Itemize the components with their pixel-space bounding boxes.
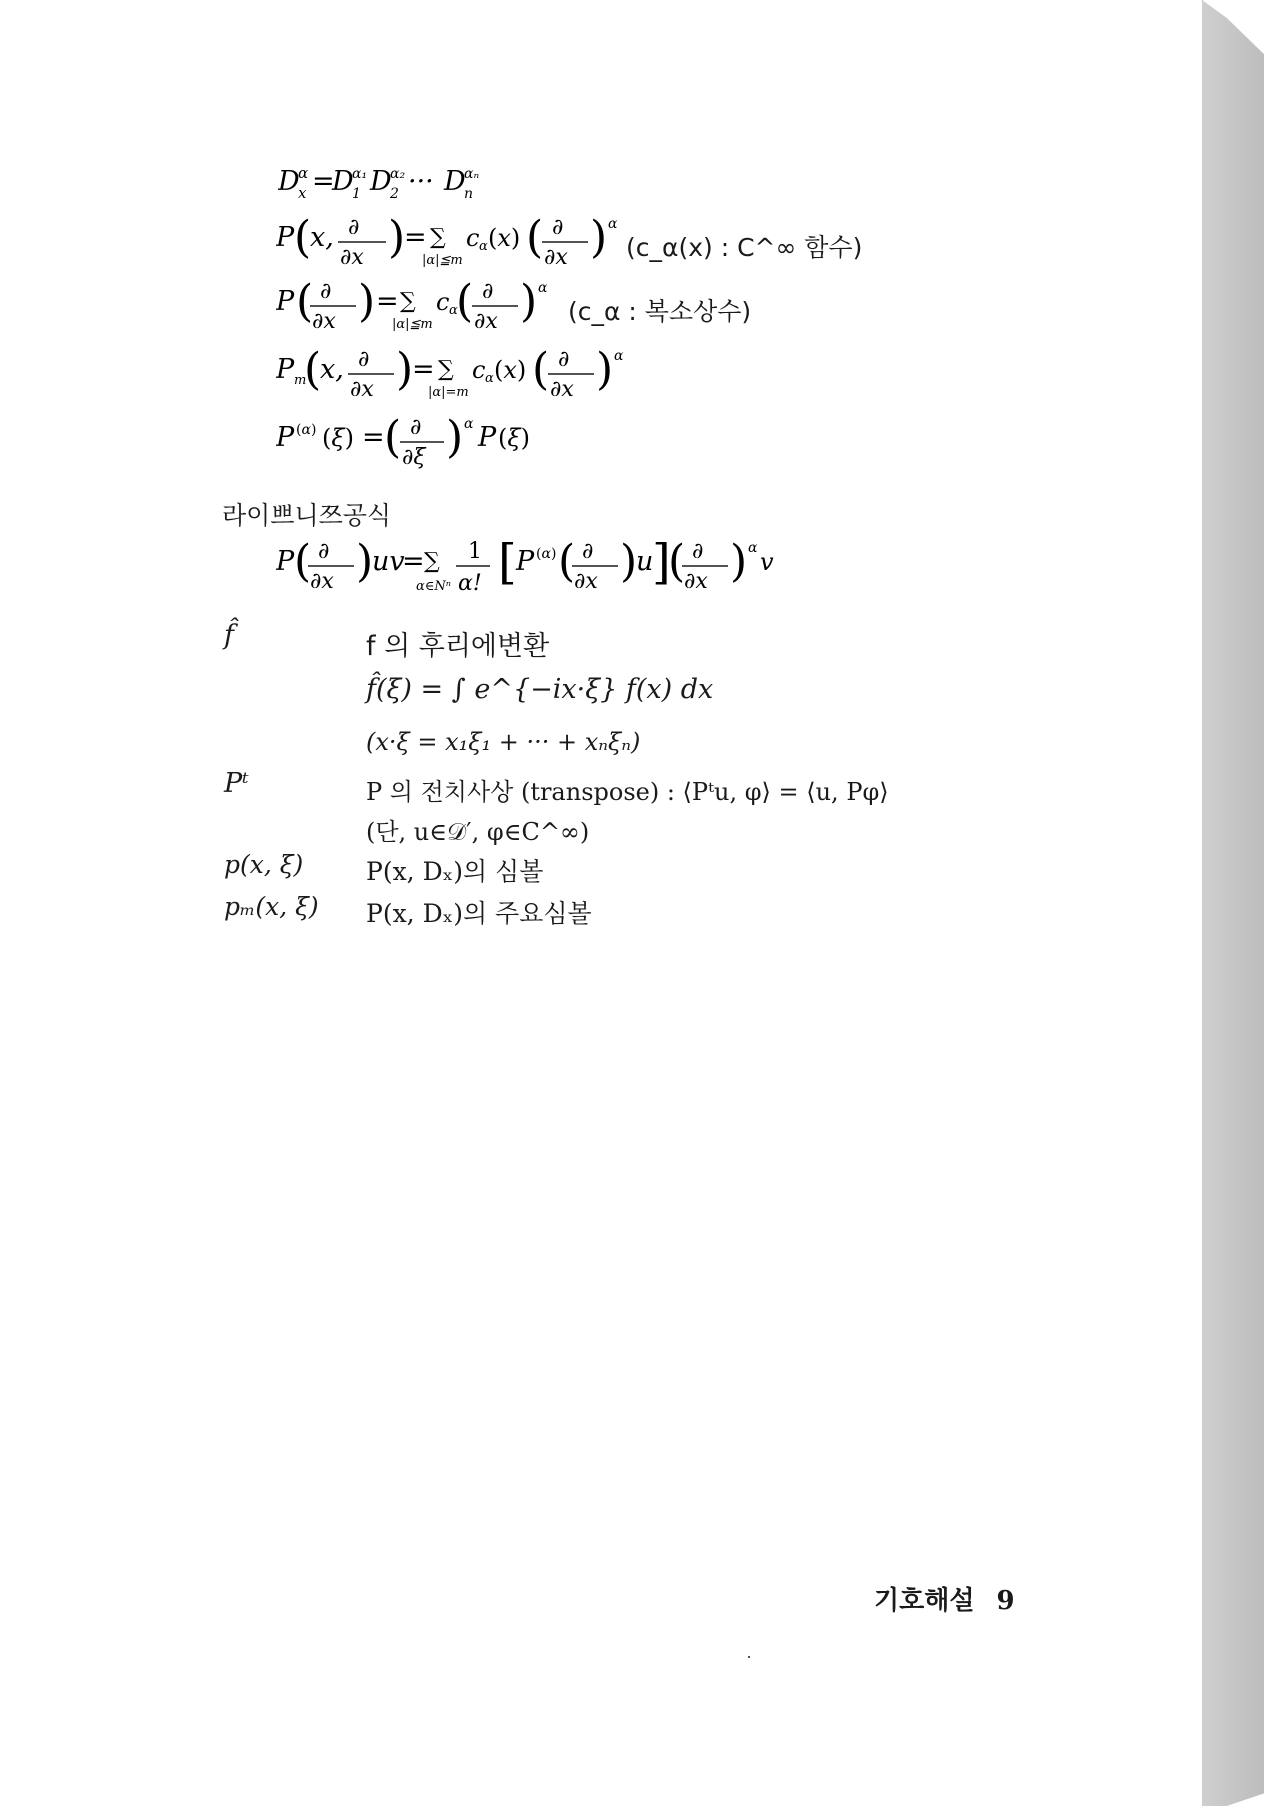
- svg-text:∑: ∑: [430, 225, 446, 250]
- svg-text:α: α: [748, 540, 758, 556]
- svg-text:P: P: [276, 546, 295, 577]
- svg-text:∂x: ∂x: [474, 309, 498, 334]
- svg-text:(: (: [668, 536, 686, 587]
- svg-text:∂: ∂: [320, 279, 332, 304]
- svg-text:(: (: [304, 344, 322, 395]
- formula-4-svg: [276, 344, 656, 406]
- svg-text:=: =: [412, 354, 435, 385]
- svg-text:P: P: [478, 422, 497, 453]
- leibniz-formula-svg: [276, 534, 776, 602]
- svg-text:v: v: [760, 548, 774, 576]
- svg-text:(: (: [532, 344, 550, 395]
- svg-text:]: ]: [652, 534, 671, 590]
- svg-text:u: u: [636, 546, 654, 577]
- formula-principal-part: [276, 344, 656, 413]
- svg-text:|α|≦m: |α|≦m: [392, 317, 433, 332]
- svg-text:|α|=m: |α|=m: [428, 385, 469, 400]
- page-stack-edge: [1202, 0, 1264, 1806]
- svg-text:=: =: [362, 422, 385, 453]
- svg-text:D: D: [332, 166, 354, 197]
- formula-multi-index-derivative: [278, 160, 518, 211]
- svg-text:∑: ∑: [438, 357, 454, 382]
- symbol-transpose: Pᵗ: [224, 768, 249, 799]
- svg-text:(: (: [296, 276, 314, 327]
- definition-fourier-transform-label: f 의 후리에변환: [366, 631, 550, 662]
- svg-text:m: m: [294, 373, 307, 388]
- svg-text:(α): (α): [296, 422, 317, 438]
- svg-text:(: (: [526, 212, 544, 263]
- svg-text:(: (: [294, 212, 312, 263]
- svg-text:∂: ∂: [358, 347, 370, 372]
- page-number: 9: [996, 1586, 1015, 1616]
- definition-fourier-transform-formula: f̂(ξ) = ∫ e^{−ix·ξ} f(x) dx: [366, 674, 714, 705]
- svg-text:c: c: [472, 356, 486, 384]
- svg-text:1: 1: [352, 186, 361, 202]
- print-speck: [748, 1656, 750, 1658]
- svg-text:αₙ: αₙ: [464, 166, 480, 182]
- svg-text:x,: x,: [310, 222, 334, 253]
- svg-text:∂x: ∂x: [312, 309, 336, 334]
- svg-text:∂: ∂: [692, 539, 704, 564]
- svg-text:=: =: [312, 166, 335, 197]
- svg-text:): ): [446, 412, 464, 463]
- svg-text:1: 1: [468, 539, 482, 564]
- svg-text:P: P: [276, 286, 295, 317]
- svg-text:∂x: ∂x: [574, 569, 598, 594]
- svg-text:): ): [388, 212, 406, 263]
- svg-text:∂: ∂: [552, 215, 564, 240]
- svg-text:n: n: [464, 186, 474, 202]
- svg-text:): ): [520, 276, 538, 327]
- svg-text:P: P: [276, 222, 295, 253]
- svg-text:α: α: [614, 348, 624, 364]
- svg-text:|α|≦m: |α|≦m: [422, 253, 463, 268]
- svg-text:D: D: [444, 166, 466, 197]
- svg-text:∂x: ∂x: [310, 569, 334, 594]
- formula-constant-coefficient-operator: [276, 276, 596, 345]
- svg-text:(x): (x): [494, 356, 527, 384]
- definition-symbol: P(x, Dₓ)의 심볼: [366, 857, 544, 886]
- svg-text:α: α: [538, 280, 548, 296]
- svg-text:(: (: [558, 536, 576, 587]
- svg-text:α: α: [485, 371, 494, 386]
- svg-text:∑: ∑: [424, 549, 440, 574]
- formula-3-svg: [276, 276, 596, 338]
- svg-text:(: (: [384, 412, 402, 463]
- svg-text:): ): [358, 276, 376, 327]
- definition-transpose: P 의 전치사상 (transpose) : ⟨Pᵗu, φ⟩ = ⟨u, Pφ⟩: [366, 778, 889, 806]
- svg-text:∂x: ∂x: [340, 245, 364, 270]
- formula-3-note: (c_α : 복소상수): [568, 297, 752, 326]
- svg-text:∂: ∂: [558, 347, 570, 372]
- svg-text:c: c: [466, 224, 480, 252]
- svg-text:2: 2: [390, 186, 399, 202]
- symbol-fourier-transform: f̂: [224, 620, 234, 651]
- formula-1-svg: [278, 160, 518, 204]
- svg-text:α: α: [298, 164, 309, 182]
- svg-text:x: x: [298, 184, 307, 202]
- svg-text:): ): [596, 344, 614, 395]
- svg-text:α∈Nⁿ: α∈Nⁿ: [416, 579, 452, 594]
- page-footer: [874, 1580, 1015, 1617]
- svg-text:∂: ∂: [482, 279, 494, 304]
- svg-text:∂: ∂: [348, 215, 360, 240]
- symbol-symbol: p(x, ξ): [224, 850, 304, 879]
- svg-text:α: α: [464, 416, 474, 432]
- svg-text:∂: ∂: [410, 415, 422, 440]
- svg-text:): ): [730, 536, 748, 587]
- svg-text:(: (: [294, 536, 312, 587]
- svg-text:∂x: ∂x: [350, 377, 374, 402]
- svg-text:(x): (x): [488, 224, 521, 252]
- svg-text:uv: uv: [372, 546, 405, 577]
- formula-derivative-symbol: [276, 412, 556, 481]
- svg-text:(ξ): (ξ): [322, 424, 354, 452]
- svg-text:): ): [396, 344, 414, 395]
- svg-text:P: P: [276, 422, 295, 453]
- svg-text:[: [: [498, 534, 517, 590]
- svg-text:=: =: [402, 546, 425, 577]
- definition-inner-product: (x·ξ = x₁ξ₁ + ··· + xₙξₙ): [366, 728, 641, 756]
- formula-5-svg: [276, 412, 556, 474]
- svg-text:): ): [356, 536, 374, 587]
- svg-text:α₂: α₂: [390, 166, 406, 182]
- svg-text:(ξ): (ξ): [498, 424, 530, 452]
- svg-text:c: c: [436, 288, 450, 316]
- svg-text:∂ξ: ∂ξ: [402, 445, 426, 470]
- definition-transpose-condition: (단, u∈𝒟′, φ∈C^∞): [366, 818, 590, 846]
- section-title: 기호해설: [874, 1586, 975, 1616]
- svg-text:α: α: [479, 239, 488, 254]
- svg-text:α₁: α₁: [352, 166, 368, 182]
- svg-text:): ): [620, 536, 638, 587]
- svg-text:D: D: [278, 166, 300, 197]
- svg-text:(: (: [456, 276, 474, 327]
- svg-text:∂: ∂: [318, 539, 330, 564]
- svg-text:x,: x,: [320, 354, 344, 385]
- definition-principal-symbol: P(x, Dₓ)의 주요심볼: [366, 899, 592, 928]
- svg-text:α: α: [608, 216, 618, 232]
- svg-text:∂x: ∂x: [544, 245, 568, 270]
- symbol-principal-symbol: pₘ(x, ξ): [224, 892, 319, 921]
- svg-text:α!: α!: [458, 571, 482, 596]
- svg-text:=: =: [404, 222, 427, 253]
- svg-text:∂x: ∂x: [684, 569, 708, 594]
- svg-text:=: =: [376, 286, 399, 317]
- svg-text:α: α: [449, 303, 458, 318]
- svg-text:∂: ∂: [582, 539, 594, 564]
- svg-text:∑: ∑: [400, 289, 416, 314]
- svg-text:D: D: [370, 166, 392, 197]
- svg-text:): ): [590, 212, 608, 263]
- leibniz-formula: [276, 534, 776, 609]
- svg-text:P: P: [276, 354, 295, 385]
- svg-text:∂x: ∂x: [550, 377, 574, 402]
- formula-2-note: (c_α(x) : C^∞ 함수): [626, 233, 863, 262]
- svg-text:(α): (α): [536, 546, 557, 562]
- svg-text:P: P: [516, 546, 535, 577]
- leibniz-heading: 라이쁘니쯔공식: [222, 501, 392, 530]
- svg-text:···: ···: [408, 166, 434, 197]
